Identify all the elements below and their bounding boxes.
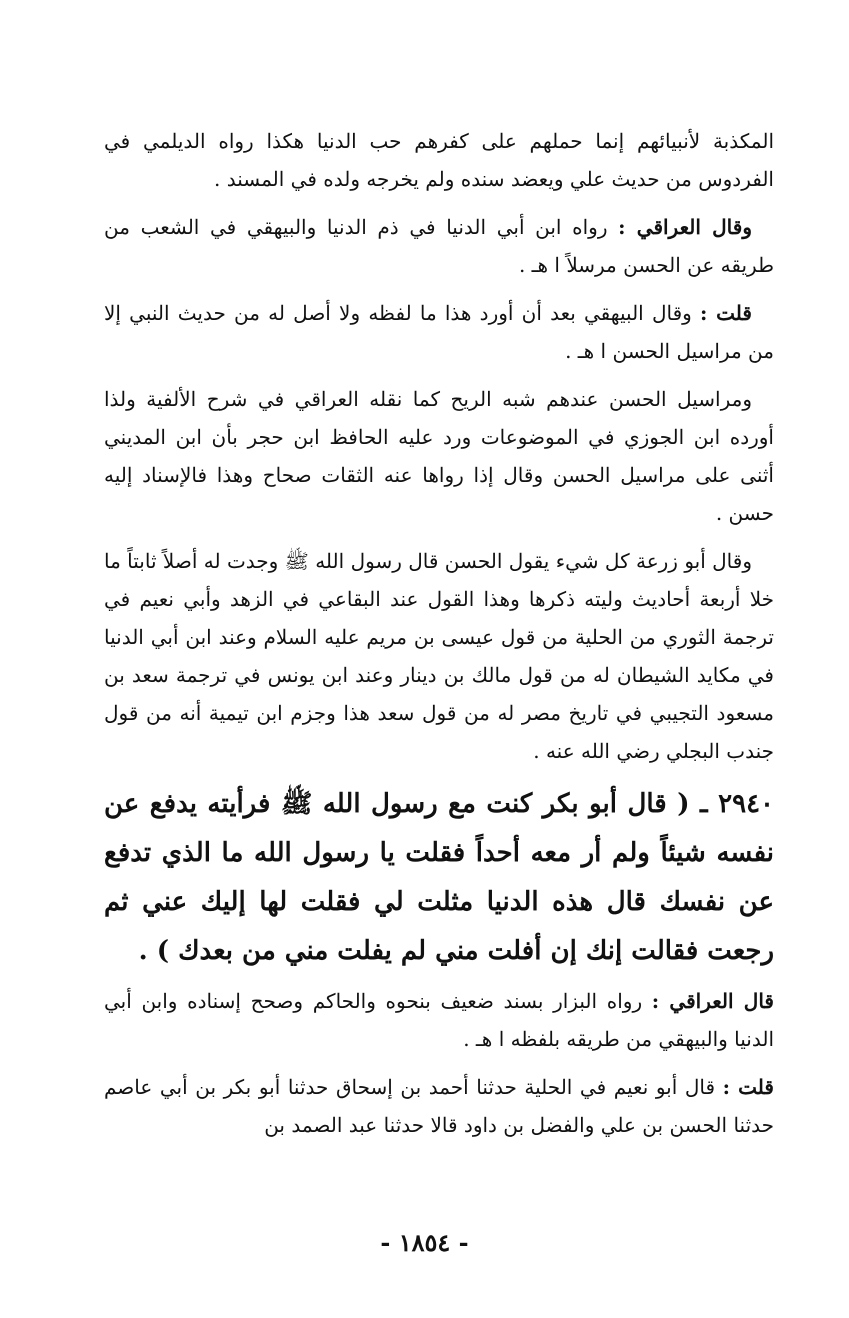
paragraph-marasil — [104, 380, 774, 532]
paragraph-continuation — [104, 122, 774, 198]
paragraph-label: قلت : — [722, 1075, 774, 1099]
paragraph-qultu — [104, 294, 774, 370]
paragraph-iraqi-commentary — [104, 982, 774, 1058]
paragraph-abu-zura — [104, 542, 774, 770]
page-number: - ١٨٥٤ - — [380, 1228, 469, 1257]
paragraph-text: وقال أبو زرعة كل شيء يقول الحسن قال رسول الله ﷺ وجدت له أصلاً ثابتاً ما خلا أربعة أحاديث وليته ذكرها وهذا القول عند البقاعي في الزهد وأبي نعيم في ترجمة الثوري من الحلية من قول عيسى بن مريم عليه السلام وعند ابن أبي الدنيا في مكايد الشيطان له من قول مالك بن دينار وعند ابن يونس في ترجمة سعد بن مسعود التجيبي في تاريخ مصر له من قول سعد هذا وجزم ابن تيمية أنه من قول جندب البجلي رضي الله عنه . — [104, 549, 774, 763]
paragraph-label: قلت : — [699, 301, 752, 325]
paragraph-text: رواه ابن أبي الدنيا في ذم الدنيا والبيهقي في الشعب من طريقه عن الحسن مرسلاً ا هـ . — [104, 215, 774, 277]
paragraph-iraqi — [104, 208, 774, 284]
hadith-text — [104, 780, 774, 976]
paragraph-text: المكذبة لأنبيائهم إنما حملهم على كفرهم حب الدنيا هكذا رواه الديلمي في الفردوس من حديث علي ويعضد سنده ولم يخرجه ولده في المسند . — [104, 129, 774, 191]
hadith-body: ٢٩٤٠ ـ ( قال أبو بكر كنت مع رسول الله ﷺ فرأيته يدفع عن نفسه شيئاً ولم أر معه أحداً فقلت يا رسول الله ما الذي تدفع عن نفسك قال هذه الدنيا مثلت لي فقلت لها إليك عني ثم رجعت فقالت إنك إن أفلت مني لم يفلت مني من بعدك ) . — [104, 789, 774, 966]
paragraph-label: قال العراقي : — [651, 989, 774, 1013]
paragraph-text: وقال البيهقي بعد أن أورد هذا ما لفظه ولا أصل له من حديث النبي إلا من مراسيل الحسن ا هـ . — [104, 301, 774, 363]
paragraph-label: وقال العراقي : — [618, 215, 752, 239]
paragraph-text: رواه البزار بسند ضعيف بنحوه والحاكم وصحح إسناده وابن أبي الدنيا والبيهقي من طريقه بلفظه ا هـ . — [104, 989, 774, 1051]
paragraph-text: ومراسيل الحسن عندهم شبه الريح كما نقله العراقي في شرح الألفية ولذا أورده ابن الجوزي في الموضوعات ورد عليه الحافظ ابن حجر بأن ابن المديني أثنى على مراسيل الحسن وقال إذا رواها عنه الثقات صحاح وهذا فالإسناد إليه حسن . — [104, 387, 774, 525]
page-body — [104, 122, 774, 1154]
paragraph-qultu-chain — [104, 1068, 774, 1144]
paragraph-text: قال أبو نعيم في الحلية حدثنا أحمد بن إسحاق حدثنا أبو بكر بن أبي عاصم حدثنا الحسن بن علي والفضل بن داود قالا حدثنا عبد الصمد بن — [104, 1075, 774, 1137]
